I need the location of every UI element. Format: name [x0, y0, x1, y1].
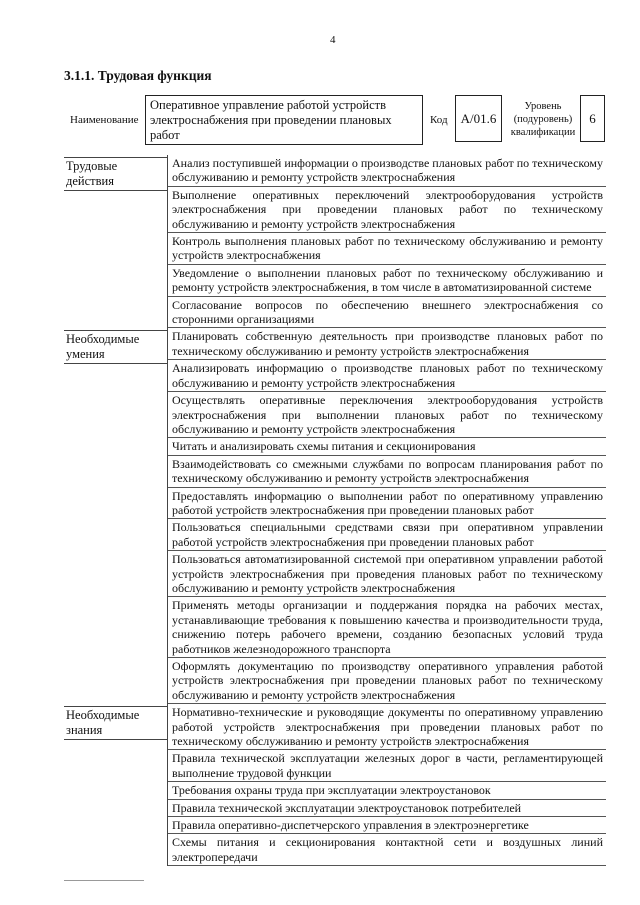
group-labor-actions — [64, 155, 606, 328]
group-items — [167, 704, 606, 866]
list-item: Осуществлять оперативные переключения электрооборудования устройств электроснабжения при выполнении плановых работ по техническому обслуживанию и ремонту устройств электроснабжения — [168, 392, 606, 438]
list-item: Схемы питания и секционирования контактной сети и воздушных линий электропередачи — [168, 834, 606, 866]
list-item: Правила технической эксплуатации электроустановок потребителей — [168, 800, 606, 817]
group-label-text: Необходимые умения — [64, 330, 167, 364]
list-item: Анализировать информацию о производстве плановых работ по техническому обслуживанию и ремонту устройств электроснабжения — [168, 360, 606, 392]
group-label — [64, 328, 167, 704]
group-label — [64, 155, 167, 328]
list-item: Анализ поступившей информации о производстве плановых работ по техническому обслуживанию и ремонту устройств электроснабжения — [168, 155, 606, 187]
list-item: Планировать собственную деятельность при производстве плановых работ по техническому обслуживанию и ремонту устройств электроснабжения — [168, 328, 606, 360]
list-item: Оформлять документацию по производству оперативного управления работой устройств электроснабжения при проведении плановых работ по техническому обслуживанию и ремонту устройств электроснабжения — [168, 658, 606, 704]
name-label: Наименование — [70, 114, 139, 126]
group-items — [167, 155, 606, 328]
function-table — [64, 155, 606, 866]
page-number: 4 — [330, 34, 336, 46]
list-item: Пользоваться автоматизированной системой при оперативном управлении работой устройств электроснабжения при проведения плановых работ по техническому обслуживанию и ремонту устройств электроснабжения — [168, 551, 606, 597]
list-item: Читать и анализировать схемы питания и секционирования — [168, 438, 606, 455]
list-item: Предоставлять информацию о выполнении работ по оперативному управлению работой устройств электроснабжения при проведении плановых работ — [168, 488, 606, 520]
list-item: Правила технической эксплуатации железных дорог в части, регламентирующей выполнение трудовой функции — [168, 750, 606, 782]
group-required-skills — [64, 328, 606, 704]
list-item: Согласование вопросов по обеспечению внешнего электроснабжения со сторонними организациями — [168, 297, 606, 329]
list-item: Контроль выполнения плановых работ по техническому обслуживанию и ремонту устройств электроснабжения — [168, 233, 606, 265]
level-label: Уровень (подуровень) квалификации — [510, 101, 576, 138]
list-item: Взаимодействовать со смежными службами по вопросам планирования работ по техническому обслуживанию и ремонту устройств электроснабжения — [168, 456, 606, 488]
footnote-divider — [64, 880, 144, 881]
section-title: 3.1.1. Трудовая функция — [64, 68, 212, 83]
group-label-text: Необходимые знания — [64, 706, 167, 740]
list-item: Нормативно-технические и руководящие документы по оперативному управлению работой устройств электроснабжения при проведении плановых работ по техническому обслуживанию и ремонту устройств электроснабжения — [168, 704, 606, 750]
list-item: Применять методы организации и поддержания порядка на рабочих местах, устанавливающие требования к повышению качества и производительности труда, снижению потерь рабочего времени, созданию безопасных условий труда работников железнодорожного транспорта — [168, 597, 606, 658]
list-item: Уведомление о выполнении плановых работ по техническому обслуживанию и ремонту устройств электроснабжения, в том числе в автоматизированной системе — [168, 265, 606, 297]
code-value: А/01.6 — [455, 95, 502, 142]
level-value: 6 — [580, 95, 605, 142]
group-label — [64, 704, 167, 866]
group-required-knowledge — [64, 704, 606, 866]
list-item: Правила оперативно-диспетчерского управления в электроэнергетике — [168, 817, 606, 834]
group-label-text: Трудовые действия — [64, 157, 167, 191]
list-item: Выполнение оперативных переключений электрооборудования устройств электроснабжения при проведении плановых работ по техническому обслуживанию и ремонту устройств электроснабжения — [168, 187, 606, 233]
name-value: Оперативное управление работой устройств электроснабжения при проведении плановых работ — [145, 95, 423, 145]
list-item: Пользоваться специальными средствами связи при оперативном управлении работой устройств электроснабжения при проведении плановых работ — [168, 519, 606, 551]
group-items — [167, 328, 606, 704]
code-label: Код — [430, 114, 448, 126]
list-item: Требования охраны труда при эксплуатации электроустановок — [168, 782, 606, 799]
